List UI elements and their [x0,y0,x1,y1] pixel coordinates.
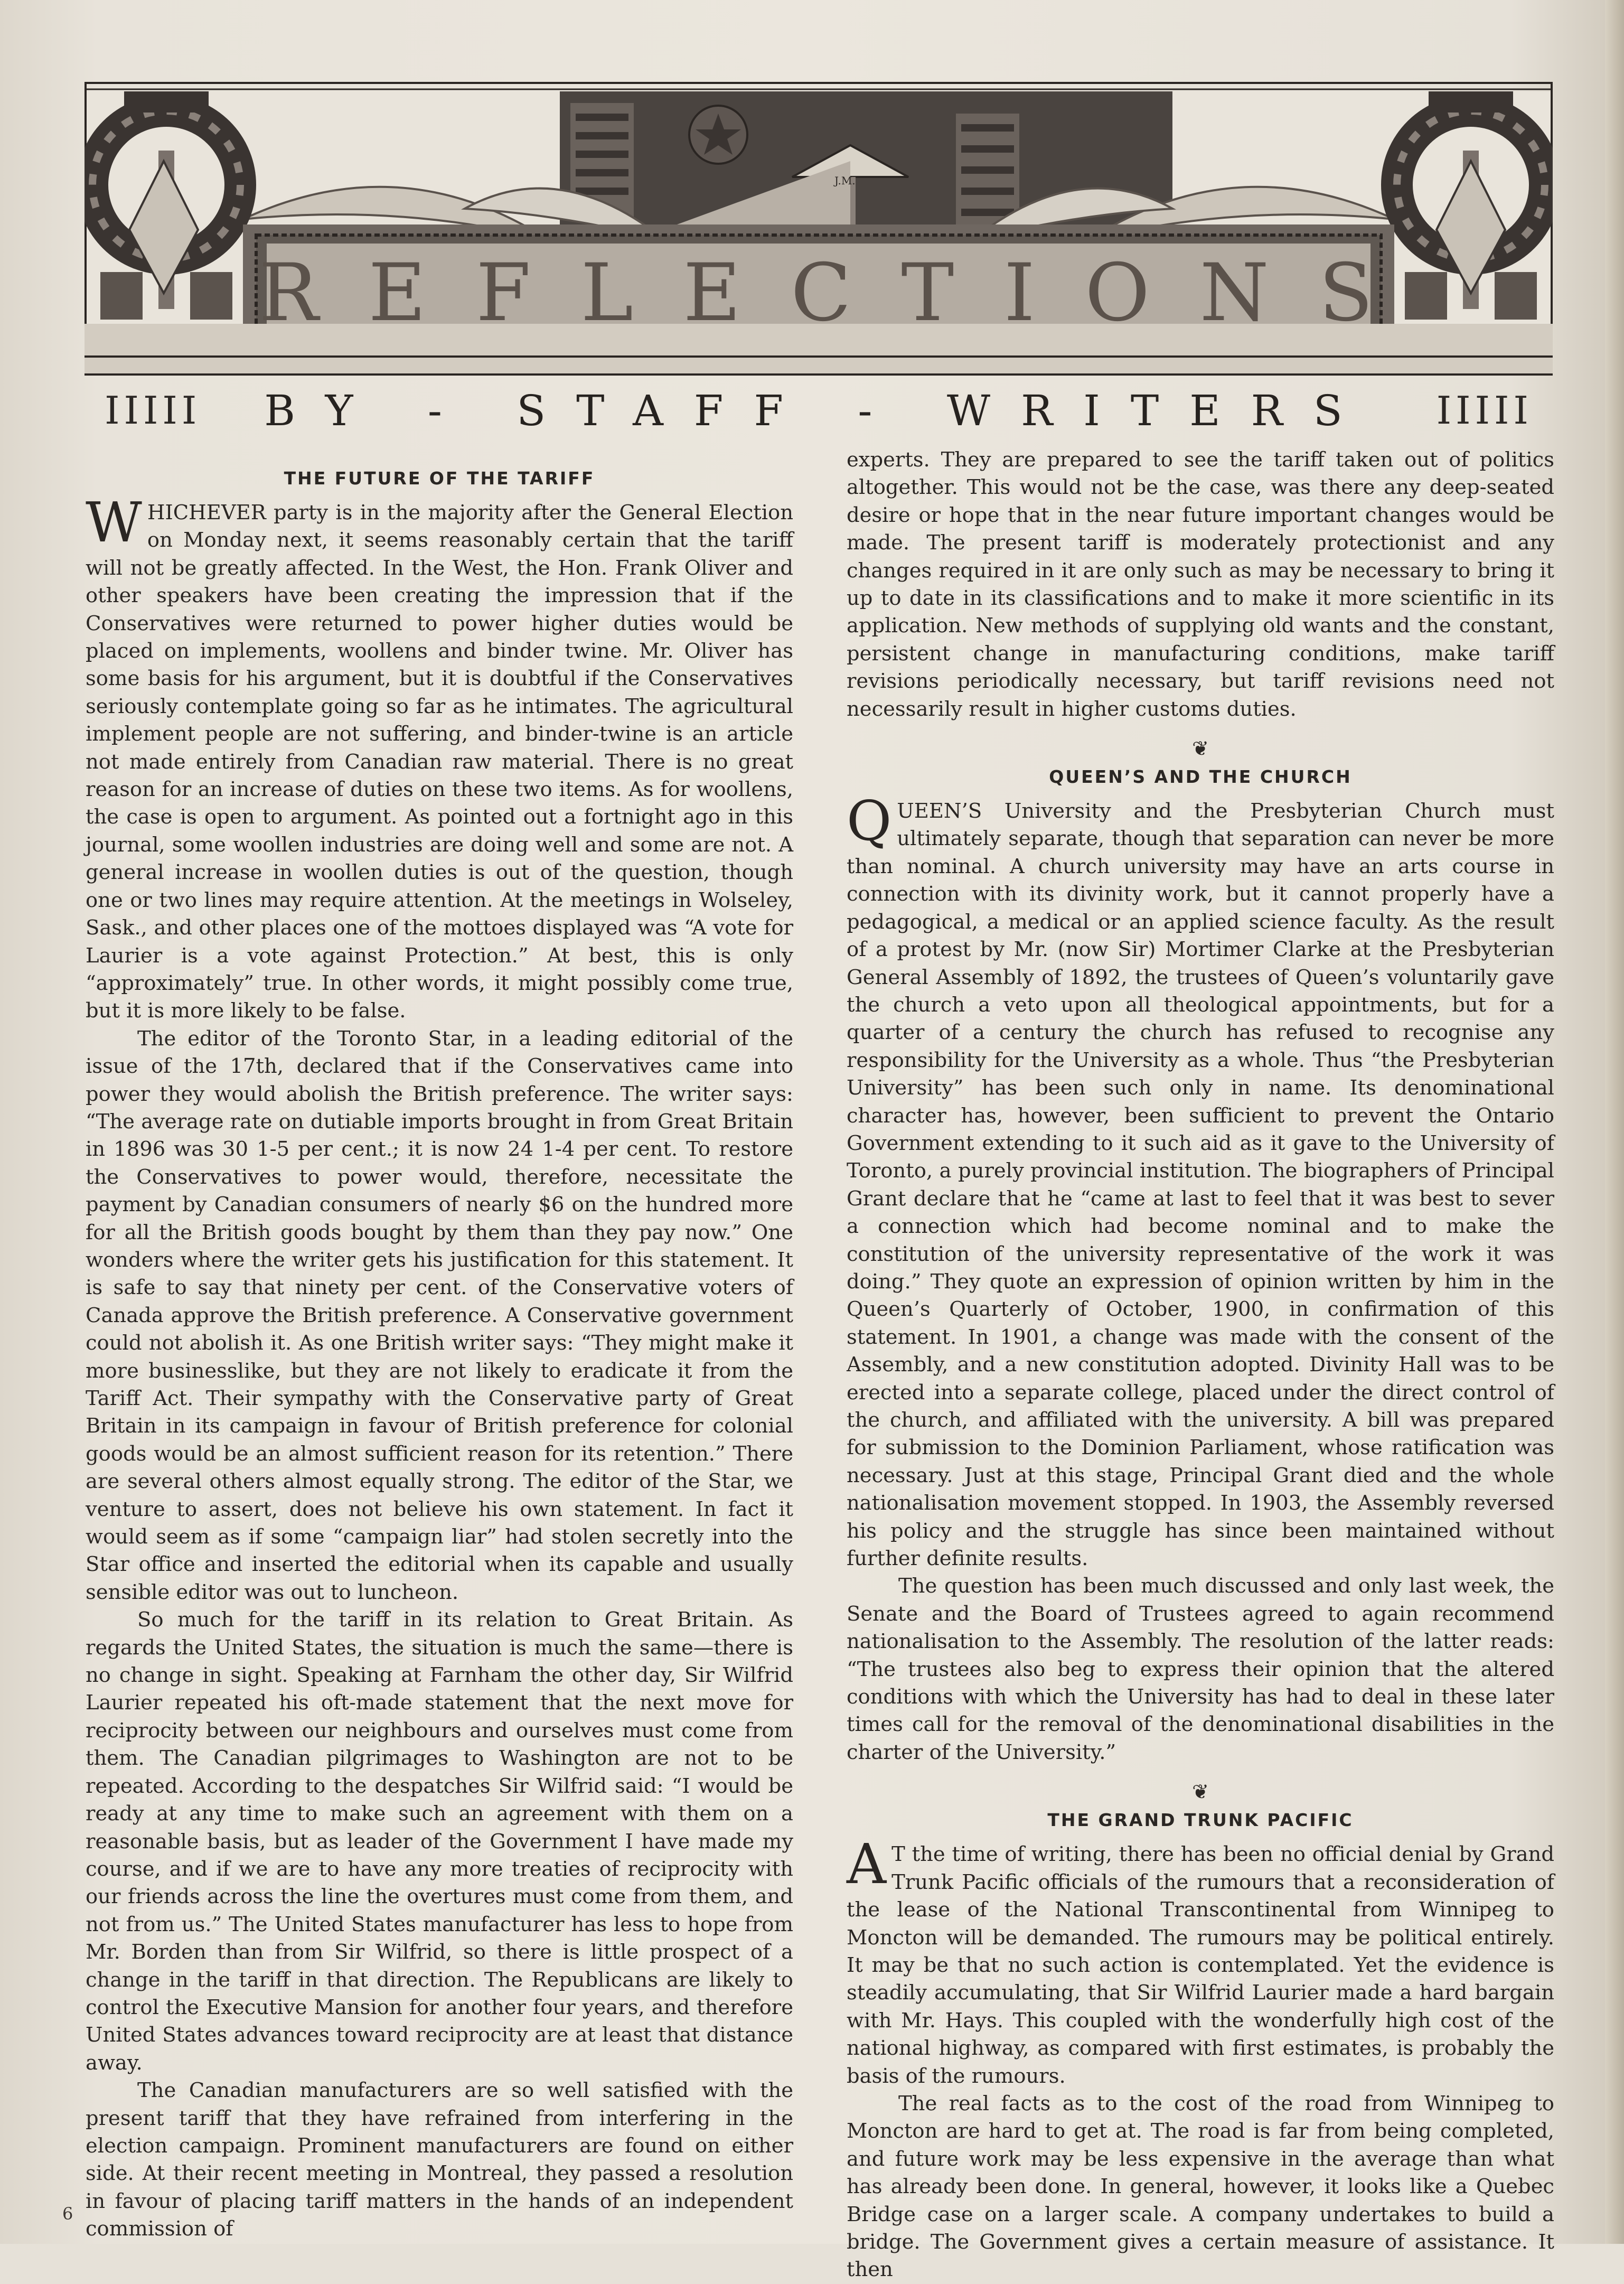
drop-cap: W [86,490,142,555]
fleuron-icon: ❦ [1192,1780,1209,1804]
fleuron-icon: ❦ [1192,737,1209,761]
article-paragraph [86,490,793,1025]
byline-ornament-left: ⅠⅠⅠⅠⅠ [105,388,201,433]
article-paragraph: The real facts as to the cost of the road from Winnipeg to Moncton are hard to get at. The road is far from being completed, and future work may be less expensive in the average than what has already been done. In general, however, it looks like a Quebec Bridge case on a larger scale. A company undertakes to build a bridge. The Government gives a certain measure of assistance. It then [847,2091,1554,2282]
article-heading: QUEEN’S AND THE CHURCH [1049,766,1352,788]
article-heading: THE FUTURE OF THE TARIFF [284,468,595,489]
title-letter: L [580,247,634,339]
article-paragraph: The editor of the Toronto Star, in a leading editorial of the issue of the 17th, declared that if the Conservatives came into power they would abolish the British preference. The writer says: “The average rate on dutiable imports brought in from Great Britain in 1896 was 30 1-5 per cent.; it is now 24 1-4 per cent. To restore the Conservatives to power would, therefore, necessitate the payment by Canadian consumers of nearly $6 on the hundred more for all the British goods bought by them than they pay now.” One wonders where the writer gets his justification for this statement. It is safe to say that ninety per cent. of the Conservative voters of Canada approve the British preference. A Conservative government could not abolish it. As one British writer says: “They might make it more businesslike, but they are not likely to eradicate it from the Tariff Act. Their sympathy with the Conservative party of Great Britain in its campaign in favour of British preference for colonial goods would be an almost sufficient reason for its retention.” There are several others almost equally strong. The editor of the Star, we venture to assert, does not believe his own statement. In fact it would seem as if some “campaign liar” had stolen secretly into the Star office and inserted the editorial when its capable and usually sensible editor was out to luncheon. [86,1026,793,1604]
title-letter: C [791,247,851,339]
header-title [259,240,1373,346]
paragraph-text: HICHEVER party is in the majority after the General Election on Monday next, it seems reasonably certain that the tariff will not be greatly affected. In the West, the Hon. Frank Oliver and other speakers have been creating the impression that if the Conservatives were returned to power higher duties would be placed on implements, woollens and binder twine. Mr. Oliver has some basis for his argument, but it is doubtful if the Conservatives seriously contemplate going so far as he intimates. The agricultural implement people are not suffering, and binder-twine is an article not made entirely from Canadian raw material. There is no great reason for an increase of duties on these two items. As for woollens, the case is open to argument. As pointed out a fortnight ago in this journal, some woollen industries are doing well and some are not. A general increase in woollen duties is out of the question, though one or two lines may require attention. At the meetings in Wolseley, Sask., and other places one of the mottoes displayed was “A vote for Laurier is a vote against Protection.” At best, this is only “approximately” true. In other words, it might possibly come true, but it is more likely to be false. [86,501,793,1023]
byline: BY - STAFF - WRITERS [264,386,1373,435]
title-letter: F [476,247,531,339]
page-number: 6 [62,2204,73,2224]
article-paragraph: The question has been much discussed and only last week, the Senate and the Board of Trustees agreed to again recommend nationalisation to the Assembly. The resolution of the latter reads: “The trustees also beg to express their opinion that the altered conditions with which the University has had to deal in these later times call for the removal of the denominational disabilities in the charter of the University.” [847,1574,1554,1764]
title-letter: N [1199,247,1269,339]
header-monogram: J.M. [834,174,856,187]
title-letter: O [1085,247,1150,339]
drop-cap: Q [847,789,892,854]
article-paragraph [847,1832,1554,2090]
title-letter: R [259,247,318,339]
article-paragraph [847,789,1554,1572]
column-left [86,446,793,2241]
drop-cap: A [847,1832,887,1897]
byline-bar [85,376,1553,445]
article-paragraph: So much for the tariff in its relation to Great Britain. As regards the United States, the situation is much the same—there is no change in sight. Speaking at Farnham the other day, Sir Wilfrid Laurier repeated his oft-made statement that the next move for reciprocity between our neighbours and ourselves must come from them. The Canadian pilgrimages to Washington are not to be repeated. According to the despatches Sir Wilfrid said: “I would be ready at any time to make such an agreement with them on a reasonable basis, but as leader of the Government I have made my course, and if we are to have any more treaties of reciprocity with our friends across the line the overtures must come from them, and not from us.” The United States manufacturer has less to hope from Mr. Borden than from Sir Wilfrid, so there is little prospect of a change in the tariff in that direction. The Republicans are likely to control the Executive Mansion for another four years, and therefore United States advances toward reciprocity are at least that distance away. [86,1608,793,2075]
column-right [847,446,1554,2282]
title-letter: I [1003,247,1035,339]
article-heading: THE GRAND TRUNK PACIFIC [1047,1810,1354,1831]
paragraph-text: T the time of writing, there has been no official denial by Grand Trunk Pacific officials of the rumours that a reconsideration of the lease of the National Transcontinental from Winnipeg to Moncton will be demanded. The rumours may be political entirely. It may be that no such action is contemplated. Yet the evidence is steadily accumulating, that Sir Wilfrid Laurier made a hard bargain with Mr. Hays. This coupled with the wonderfully high cost of the national highway, as compared with first estimates, is probably the basis of the rumours. [847,1842,1554,2088]
title-letter: S [1319,247,1373,339]
title-letter: E [683,247,741,339]
byline-ornament-right: ⅠⅠⅠⅠⅠ [1436,388,1533,433]
page-binding-edge [1605,0,1624,2244]
article-paragraph: The Canadian manufacturers are so well satisfied with the present tariff that they have refrained from interfering in the election campaign. Prominent manufacturers are found on either side. At their recent meeting in Montreal, they passed a resolution in favour of placing tariff matters in the hands of an independent commission of [86,2079,793,2241]
title-letter: T [901,247,954,339]
paragraph-text: UEEN’S University and the Presbyterian Church must ultimately separate, though that separation can never be more than nominal. A church university may have an arts course in connection with its divinity work, but it cannot properly have a pedagogical, a medical or an applied science faculty. As the result of a protest by Mr. (now Sir) Mortimer Clarke at the Presbyterian General Assembly of 1892, the trustees of Queen’s voluntarily gave the church a veto upon all theological appointments, but for a quarter of a century the church has refused to recognise any responsibility for the University as a whole. Thus “the Presbyterian University” has been such only in name. Its denominational character has, however, been sufficient to prevent the Ontario Government extending to it such aid as it gave to the University of Toronto, a purely provincial institution. The biographers of Principal Grant declare that he “came at last to feel that it was best to sever a connection which had become nominal and to make the constitution of the university representative of the work it was doing.” They quote an expression of opinion written by him in the Queen’s Quarterly of October, 1900, in confirmation of this statement. In 1901, a change was made with the consent of the Assembly, and a new constitution adopted. Divinity Hall was to be erected into a separate college, placed under the direct control of the church, and affiliated with the university. A bill was prepared for submission to the Dominion Parliament, whose ratification was necessary. Just at this stage, Principal Grant died and the whole nationalisation movement stopped. In 1903, the Assembly reversed his policy and the struggle has since been maintained without further definite results. [847,799,1554,1571]
article-paragraph-continued: experts. They are prepared to see the tariff taken out of politics altogether. This would not be the case, was there any deep-seated desire or hope that in the near future important changes would be made. The present tariff is moderately protectionist and any changes required in it are only such as may be necessary to bring it up to date in its classifications and to make it more scientific in its application. New methods of supplying old wants and the constant, persistent change in manufacturing conditions, make tariff revisions periodically necessary, but tariff revisions need not necessarily result in higher customs duties. [847,448,1554,721]
title-letter: E [368,247,426,339]
